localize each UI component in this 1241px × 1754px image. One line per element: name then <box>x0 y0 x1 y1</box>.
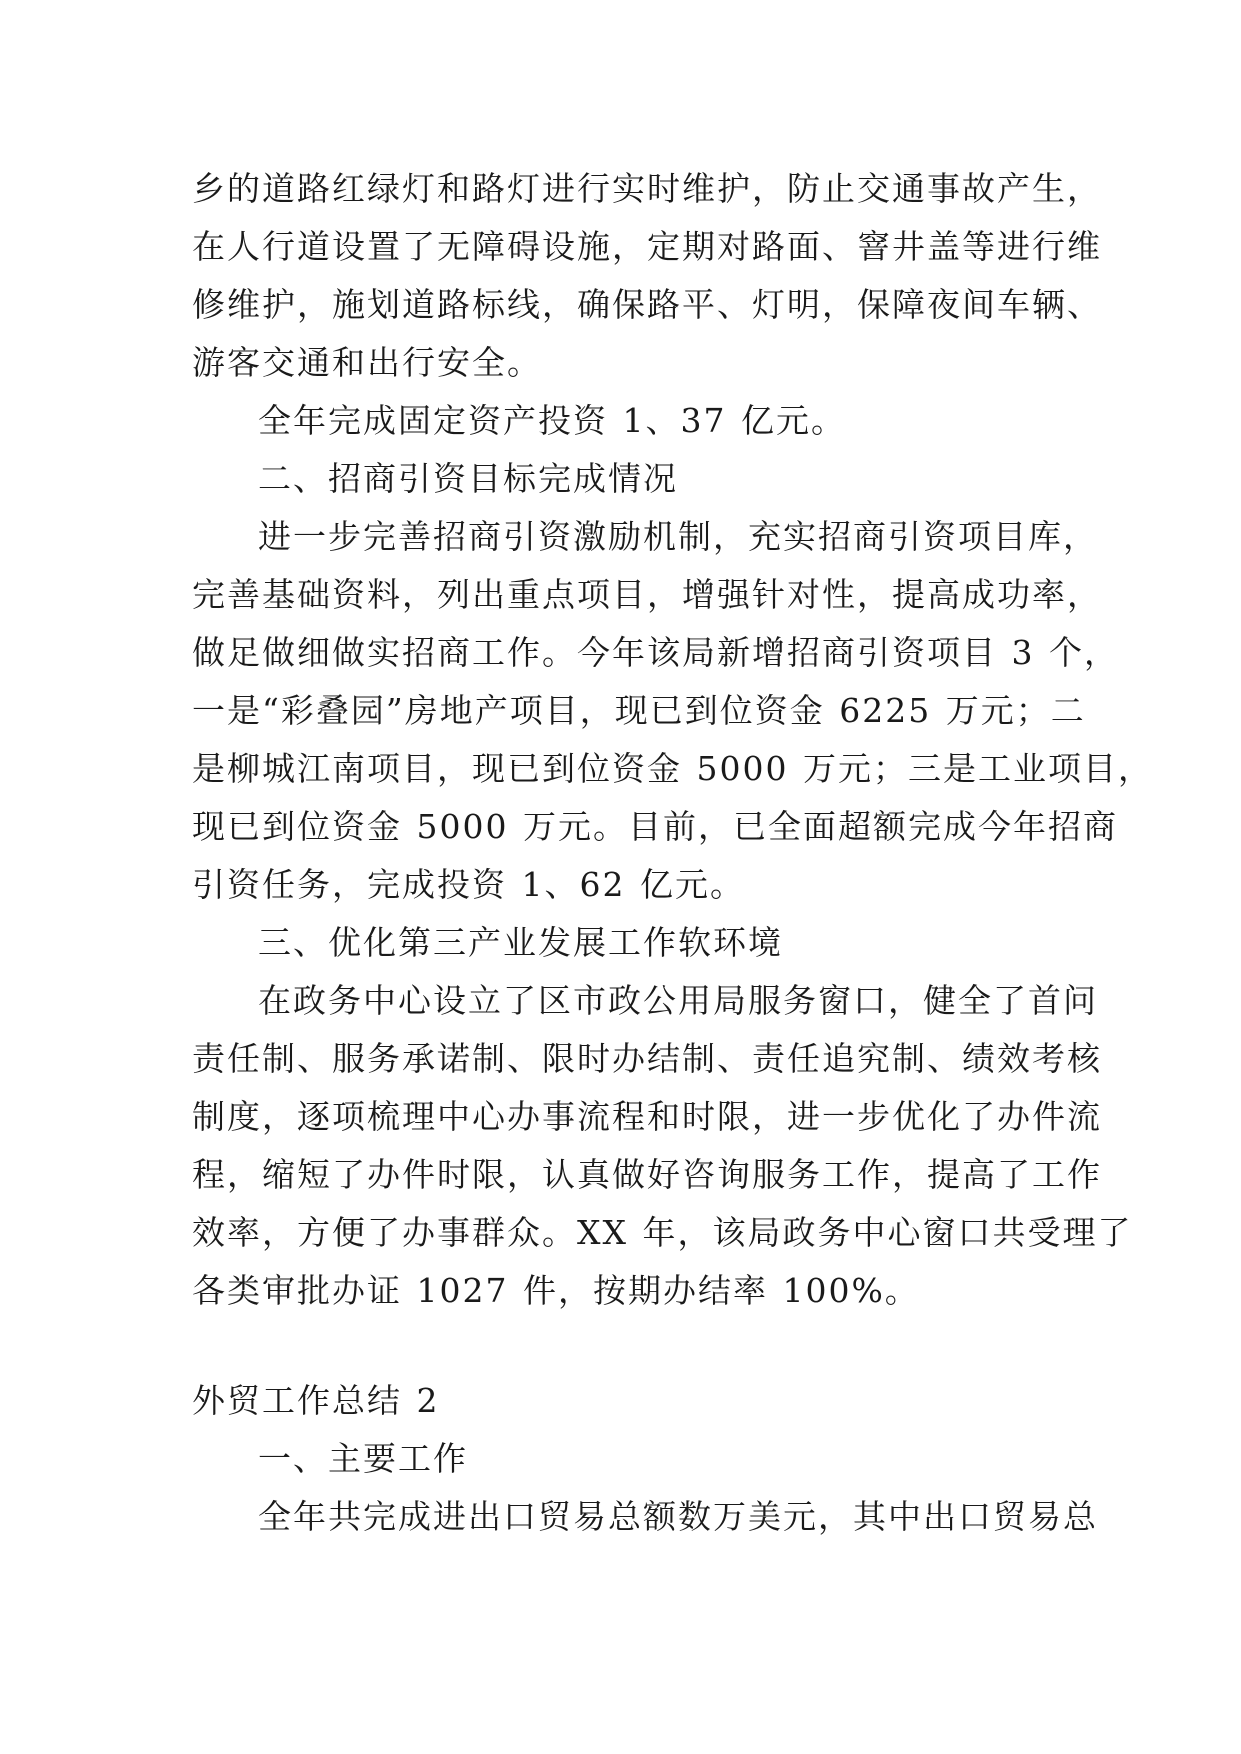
paragraph-investment-attraction <box>192 508 1153 914</box>
text-line: 在人行道设置了无障碍设施，定期对路面、窨井盖等进行维 <box>192 227 1102 266</box>
text-line: 效率，方便了办事群众。XX 年，该局政务中心窗口共受理了 <box>192 1213 1133 1252</box>
text-line: 各类审批办证 1027 件，按期办结率 100%。 <box>192 1271 920 1310</box>
heading-tertiary-industry: 三、优化第三产业发展工作软环境 <box>258 923 783 962</box>
paragraph-tertiary-industry <box>192 972 1133 1320</box>
text-line: 制度，逐项梳理中心办事流程和时限，进一步优化了办件流 <box>192 1097 1102 1136</box>
paragraph-main-work: 全年共完成进出口贸易总额数万美元，其中出口贸易总 <box>258 1497 1098 1536</box>
paragraph-continuation <box>192 160 1102 392</box>
text-line: 程，缩短了办件时限，认真做好咨询服务工作，提高了工作 <box>192 1155 1102 1194</box>
text-line: 完善基础资料，列出重点项目，增强针对性，提高成功率， <box>192 575 1102 614</box>
text-line: 做足做细做实招商工作。今年该局新增招商引资项目 3 个， <box>192 633 1119 672</box>
section-gap <box>192 1320 1072 1372</box>
heading-main-work: 一、主要工作 <box>258 1439 468 1478</box>
text-line: 游客交通和出行安全。 <box>192 343 542 382</box>
text-line: 现已到位资金 5000 万元。目前，已全面超额完成今年招商 <box>192 807 1118 846</box>
text-line: 乡的道路红绿灯和路灯进行实时维护，防止交通事故产生， <box>192 169 1102 208</box>
text-line: 在政务中心设立了区市政公用局服务窗口，健全了首问 <box>258 981 1098 1020</box>
section-title: 外贸工作总结 2 <box>192 1381 440 1420</box>
document-body <box>192 160 1153 1546</box>
text-line: 进一步完善招商引资激励机制，充实招商引资项目库， <box>258 517 1098 556</box>
heading-investment-attraction: 二、招商引资目标完成情况 <box>258 459 678 498</box>
text-line: 引资任务，完成投资 1、62 亿元。 <box>192 865 745 904</box>
text-line: 是柳城江南项目，现已到位资金 5000 万元；三是工业项目， <box>192 749 1153 788</box>
investment-summary: 全年完成固定资产投资 1、37 亿元。 <box>258 401 846 440</box>
text-line: 修维护，施划道路标线，确保路平、灯明，保障夜间车辆、 <box>192 285 1102 324</box>
text-line: 责任制、服务承诺制、限时办结制、责任追究制、绩效考核 <box>192 1039 1102 1078</box>
text-line: 一是“彩叠园”房地产项目，现已到位资金 6225 万元；二 <box>192 691 1086 730</box>
